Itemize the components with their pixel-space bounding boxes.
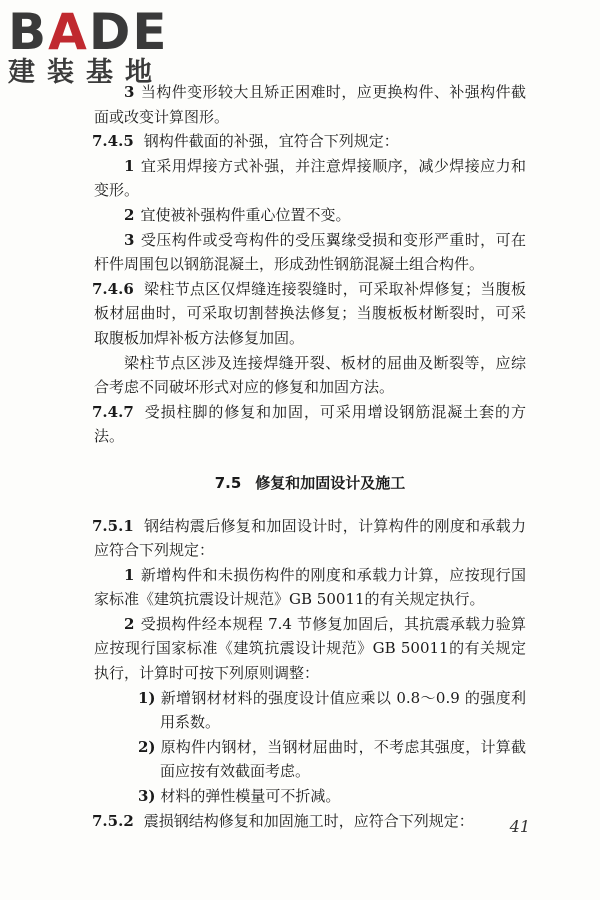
document-body [94,80,526,833]
clause-7-4-5-item-1: 1 宜采用焊接方式补强，并注意焊接顺序，减少焊接应力和变形。 [94,156,526,200]
clause-7-5-2: 7.5.2 震损钢结构修复和加固施工时，应符合下列规定： [92,811,474,830]
clause-7-4-5-item-3: 3 受压构件或受弯构件的受压翼缘受损和变形严重时，可在杆件周围包以钢筋混凝土，形成劲性钢筋混凝土组合构件。 [94,230,526,274]
sub-item-2: 2) 原构件内钢材，当钢材屈曲时，不考虑其强度，计算截面应按有效截面考虑。 [138,737,526,781]
logo [8,4,169,88]
logo-subtitle: 建装基地 [8,57,164,88]
clause-7-4-5-item-2: 2 宜使被补强构件重心位置不变。 [124,205,351,224]
clause-7-5-1-item-1: 1 新增构件和未损伤构件的刚度和承载力计算，应按现行国家标准《建筑抗震设计规范》GB 50011的有关规定执行。 [94,565,526,609]
item-3: 3 当构件变形较大且矫正困难时，应更换构件、补强构件截面或改变计算图形。 [94,83,526,126]
clause-7-4-6: 7.4.6 梁柱节点区仅焊缝连接裂缝时，可采取补焊修复；当腹板板材屈曲时，可采取切割替换法修复；当腹板板材断裂时，可采取腹板加焊补板方法修复加固。 [92,279,526,347]
clause-7-4-6-para: 梁柱节点区涉及连接焊缝开裂、板材的屈曲及断裂等，应综合考虑不同破坏形式对应的修复和加固方法。 [94,353,526,397]
page-number: 41 [509,817,530,836]
clause-7-4-5: 7.4.5 钢构件截面的补强，宜符合下列规定： [92,132,399,151]
sub-item-1: 1) 新增钢材材料的强度设计值应乘以 0.8～0.9 的强度利用系数。 [138,688,526,732]
section-heading: 7.5 修复和加固设计及施工 [214,473,406,492]
clause-7-5-1: 7.5.1 钢结构震后修复和加固设计时，计算构件的刚度和承载力应符合下列规定： [92,516,526,560]
logo-wordmark: BADE [8,3,169,61]
sub-item-3: 3) 材料的弹性模量可不折减。 [138,787,341,806]
clause-7-5-1-item-2: 2 受损构件经本规程 7.4 节修复加固后，其抗震承载力验算应按现行国家标准《建筑抗震设计规范》GB 50011的有关规定执行，计算时可按下列原则调整： [94,614,526,683]
clause-7-4-7: 7.4.7 受损柱脚的修复和加固，可采用增设钢筋混凝土套的方法。 [92,402,526,446]
